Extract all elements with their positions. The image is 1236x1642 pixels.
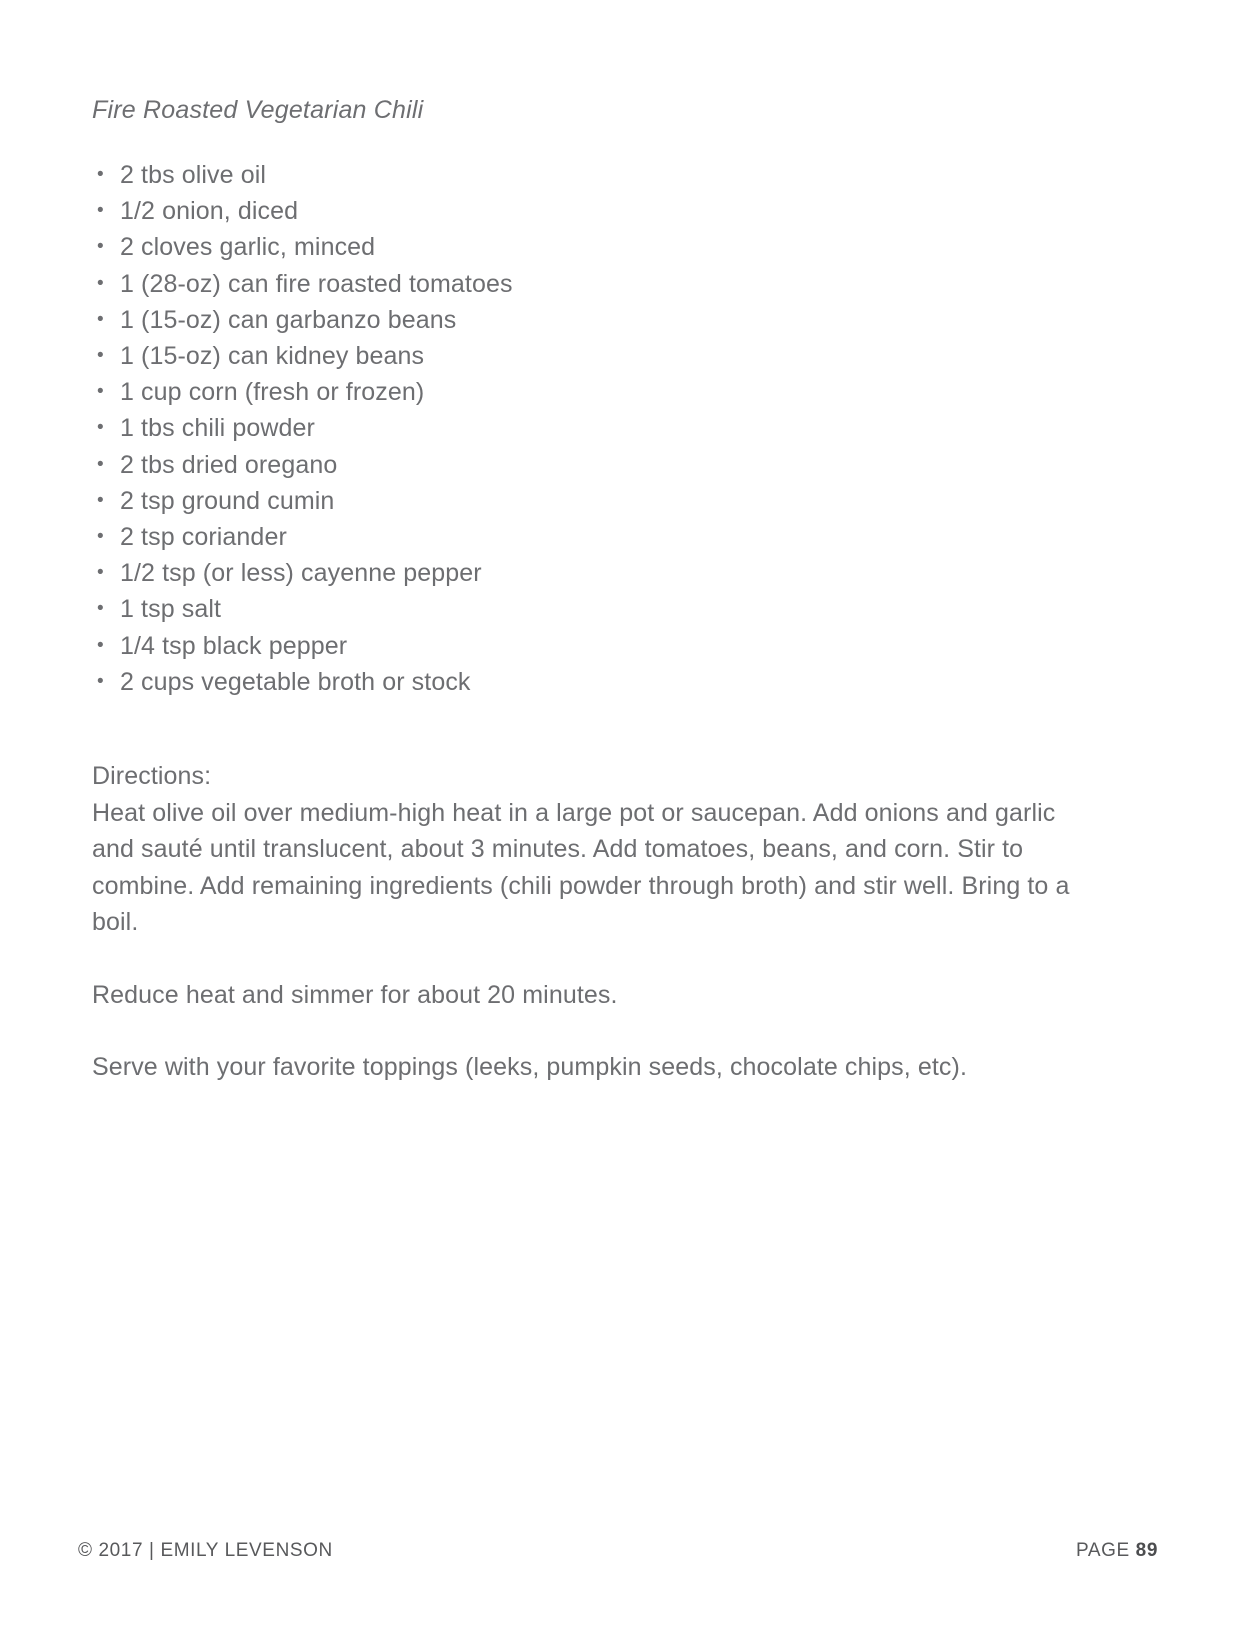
list-item: • 1 tsp salt [92, 591, 1102, 627]
list-item: • 2 tbs dried oregano [92, 447, 1102, 483]
ingredient-list [92, 157, 1102, 700]
footer-page-indicator [1076, 1540, 1158, 1562]
footer-page-number: 89 [1135, 1540, 1158, 1561]
footer-page-label: PAGE [1075, 1540, 1130, 1561]
directions-paragraph-2: Reduce heat and simmer for about 20 minutes. [92, 980, 618, 1009]
page-footer [78, 1540, 1158, 1564]
list-item: • 2 cloves garlic, minced [92, 229, 1102, 265]
list-item: • 1 (15-oz) can garbanzo beans [92, 302, 1102, 338]
list-item: • 1 tbs chili powder [92, 410, 1102, 446]
list-item: • 1/4 tsp black pepper [92, 628, 1102, 664]
list-item: • 2 tsp coriander [92, 519, 1102, 555]
list-item: • 1/2 tsp (or less) cayenne pepper [92, 555, 1102, 591]
list-item: • 1/2 onion, diced [92, 193, 1102, 229]
directions-label: Directions: [92, 762, 212, 791]
list-item: • 2 tsp ground cumin [92, 483, 1102, 519]
directions-section [92, 758, 1102, 1086]
list-item: • 1 (28-oz) can fire roasted tomatoes [92, 266, 1102, 302]
list-item: • 1 (15-oz) can kidney beans [92, 338, 1102, 374]
footer-copyright: © 2017 | EMILY LEVENSON [78, 1540, 333, 1561]
list-item: • 1 cup corn (fresh or frozen) [92, 374, 1102, 410]
list-item: • 2 cups vegetable broth or stock [92, 664, 1102, 700]
recipe-content [92, 96, 1102, 1086]
directions-paragraph-3: Serve with your favorite toppings (leeks, pumpkin seeds, chocolate chips, etc). [92, 1053, 967, 1082]
directions-paragraph-1: Heat olive oil over medium-high heat in a large pot or saucepan. Add onions and garlic and sauté until translucent, about 3 minutes. Add tomatoes, beans, and corn. Stir to combine. Add remaining ingredients (chili powder through broth) and stir well. Bring to a boil. [92, 798, 1070, 937]
list-item: • 2 tbs olive oil [92, 157, 1102, 193]
recipe-title: Fire Roasted Vegetarian Chili [92, 96, 424, 124]
